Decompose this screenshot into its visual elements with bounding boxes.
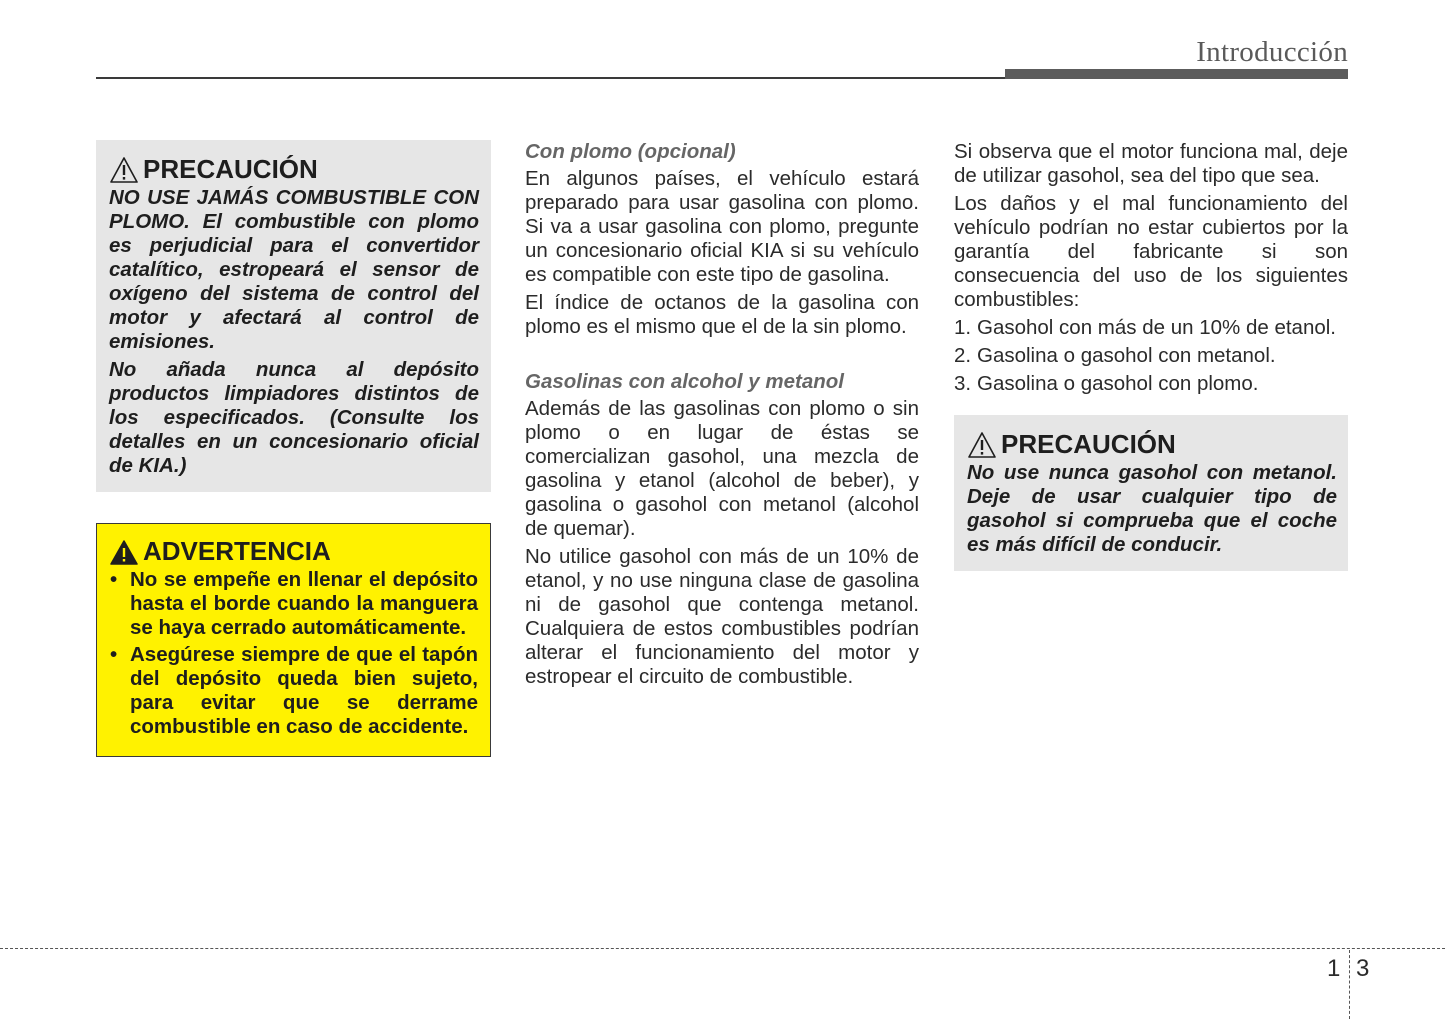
warning-triangle-icon — [109, 538, 139, 566]
header-bar — [1005, 69, 1348, 79]
left-column — [96, 140, 491, 757]
caution-triangle-icon — [109, 156, 139, 184]
footer-vertical-divider — [1349, 950, 1350, 1019]
paragraph: En algunos países, el vehículo estará preparado para usar gasolina con plomo. Si va a usar gasolina con plomo, pregunte un concesionario oficial KIA si su vehículo es compatible con este tipo de gasolina. — [525, 167, 919, 286]
list-item: 2. Gasolina o gasohol con metanol. — [954, 344, 1276, 367]
paragraph: El índice de octanos de la gasolina con plomo es el mismo que el de la sin plomo. — [525, 291, 919, 338]
paragraph: Los daños y el mal funcionamiento del vehículo podrían no estar cubiertos por la garantía del fabricante si son consecuencia del uso de los siguientes combustibles: — [954, 192, 1348, 311]
warning-list — [109, 568, 478, 739]
warning-item: • Asegúrese siempre de que el tapón del depósito queda bien sujeto, para evitar que se derrame combustible en caso de accidente. — [109, 643, 478, 739]
page-header-title: Introducción — [1196, 36, 1348, 68]
chapter-number: 1 — [1327, 955, 1341, 982]
paragraph: Si observa que el motor funciona mal, deje de utilizar gasohol, sea del tipo que sea. — [954, 140, 1348, 187]
list-item: 1. Gasohol con más de un 10% de etanol. — [954, 316, 1336, 339]
warning-box — [96, 523, 491, 757]
middle-column — [525, 140, 919, 693]
fuel-list — [954, 316, 1348, 396]
caution-box-left — [96, 140, 491, 492]
footer-dashed-rule — [0, 948, 1445, 949]
list-item: 3. Gasolina o gasohol con plomo. — [954, 372, 1259, 395]
caution-title — [109, 154, 479, 184]
caution-box-right — [954, 415, 1348, 571]
caution-paragraph: NO USE JAMÁS COMBUSTIBLE CON PLOMO. El combustible con plomo es perjudicial para el convertidor catalítico, estropeará el sensor de oxígeno del sistema de control del motor y afectará al control de emisiones. — [109, 186, 479, 353]
paragraph: Además de las gasolinas con plomo o sin plomo o en lugar de éstas se comercializan gasohol, una mezcla de gasolina y etanol (alcohol de beber), y gasolina o gasohol con metanol (alcohol de quemar). — [525, 397, 919, 540]
header-rule — [96, 77, 1006, 79]
paragraph: No utilice gasohol con más de un 10% de etanol, y no use ninguna clase de gasolina ni de gasohol que contenga metanol. Cualquiera de estos combustibles podrían alterar el funcionamiento del motor y estropear el circuito de combustible. — [525, 545, 919, 688]
warning-title — [109, 536, 478, 566]
caution-paragraph: No añada nunca al depósito productos limpiadores distintos de los especificados. (Consulte los detalles en un concesionario oficial de KIA.) — [109, 358, 479, 477]
caution-title — [967, 429, 1337, 459]
warning-title-text: ADVERTENCIA — [143, 536, 331, 566]
section-heading-leaded: Con plomo (opcional) — [525, 140, 736, 163]
caution-triangle-icon — [967, 431, 997, 459]
caution-title-text: PRECAUCIÓN — [143, 154, 318, 184]
warning-item: • No se empeñe en llenar el depósito hasta el borde cuando la manguera se haya cerrado automáticamente. — [109, 568, 478, 640]
caution-title-text: PRECAUCIÓN — [1001, 429, 1176, 459]
page-number: 3 — [1356, 955, 1370, 982]
right-column — [954, 140, 1348, 571]
section-heading-alcohol: Gasolinas con alcohol y metanol — [525, 370, 844, 393]
caution-paragraph: No use nunca gasohol con metanol. Deje de usar cualquier tipo de gasohol si comprueba que el coche es más difícil de conducir. — [967, 461, 1337, 556]
